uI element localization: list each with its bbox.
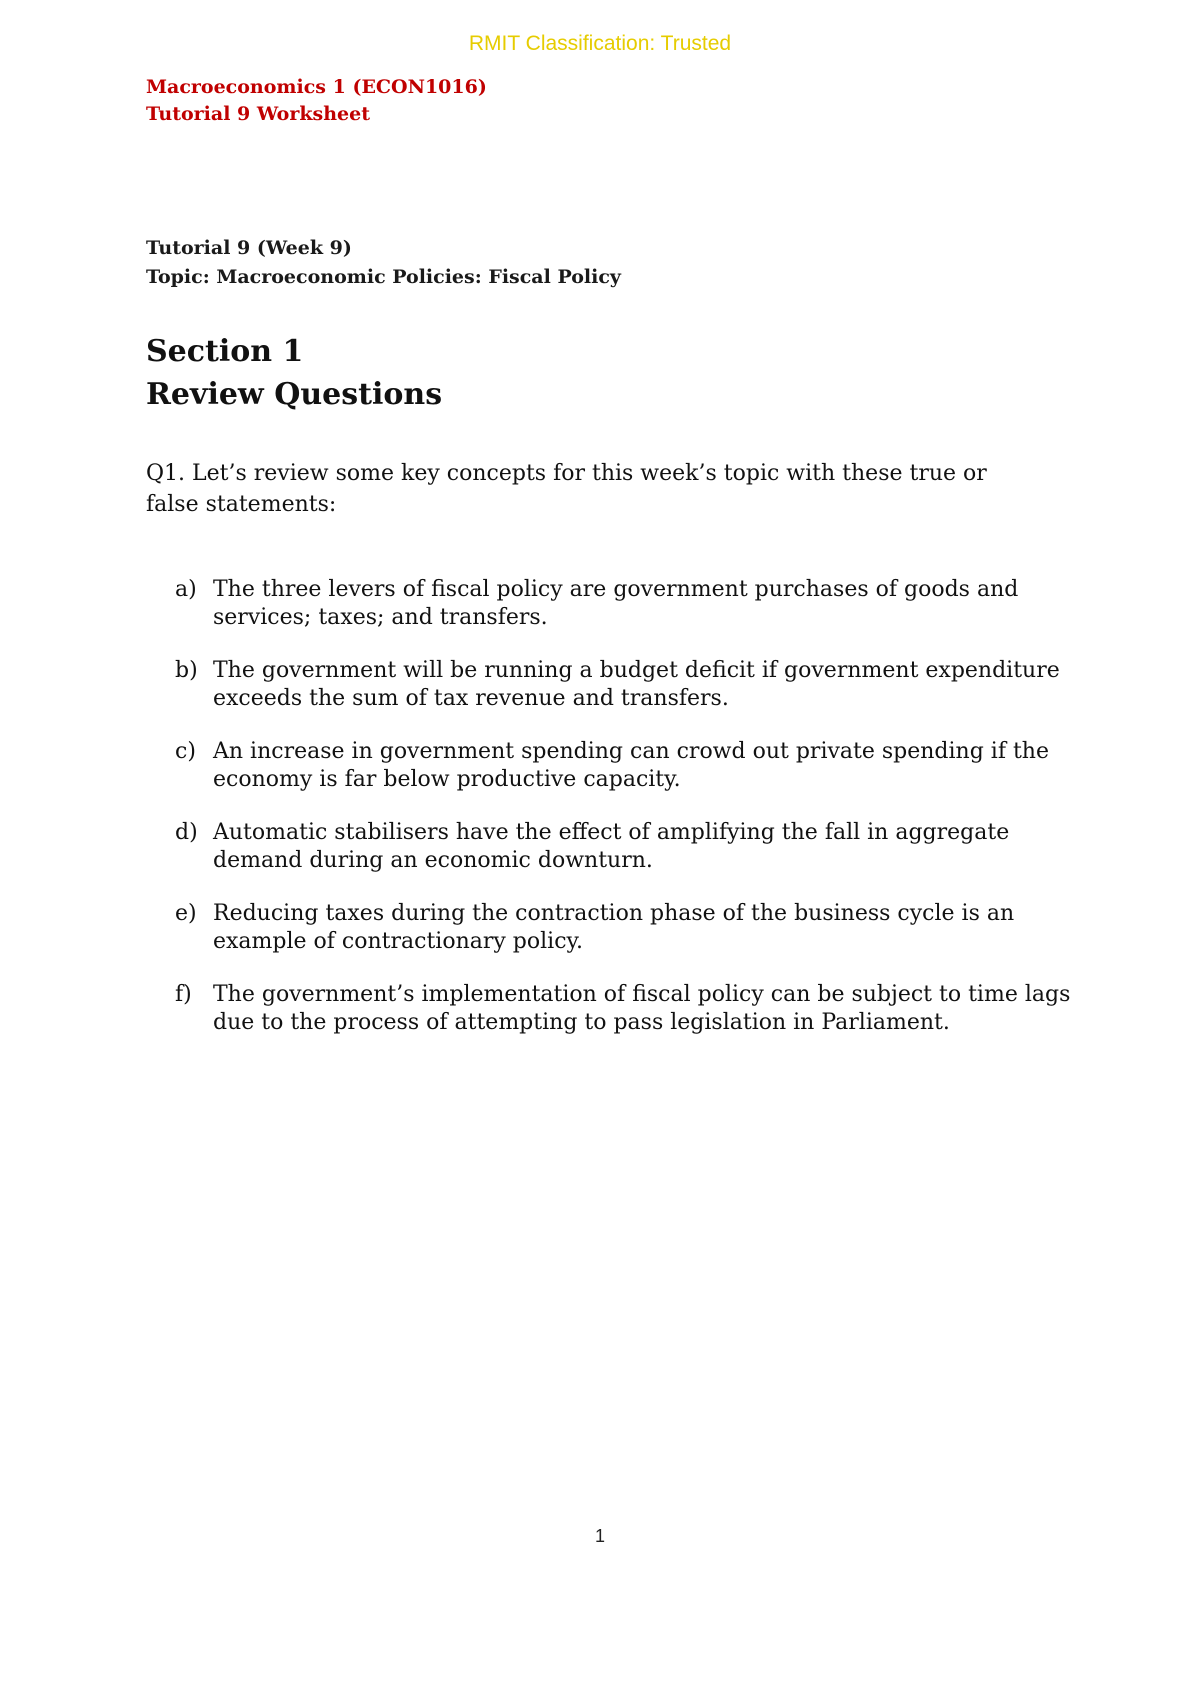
- statement-item: [175, 900, 1075, 956]
- classification-label: RMIT Classification: Trusted: [468, 32, 732, 55]
- statement-text: The three levers of fiscal policy are government purchases of goods and services; taxes; and transfers.: [213, 577, 1019, 630]
- statement-item: [175, 819, 1075, 875]
- section-title: Review Questions: [146, 377, 443, 412]
- question-intro: Q1. Let’s review some key concepts for this week’s topic with these true or false statements:: [146, 461, 987, 517]
- statement-text: The government will be running a budget deficit if government expenditure exceeds the sum of tax revenue and transfers.: [213, 658, 1060, 711]
- tutorial-title: Tutorial 9 (Week 9): [146, 237, 352, 259]
- statement-text: Automatic stabilisers have the effect of amplifying the fall in aggregate demand during an economic downturn.: [213, 820, 1010, 873]
- course-title: Macroeconomics 1 (ECON1016): [146, 76, 487, 98]
- section-heading: [146, 330, 442, 416]
- statement-text: The government’s implementation of fiscal policy can be subject to time lags due to the process of attempting to pass legislation in Parliament.: [213, 982, 1071, 1035]
- section-number: Section 1: [146, 334, 304, 369]
- statement-marker: c): [175, 739, 196, 764]
- statement-text: An increase in government spending can crowd out private spending if the economy is far below productive capacity.: [213, 739, 1049, 792]
- statement-marker: a): [175, 577, 197, 602]
- statement-marker: f): [175, 982, 192, 1007]
- statement-item: [175, 657, 1075, 713]
- tutorial-topic: Topic: Macroeconomic Policies: Fiscal Policy: [146, 266, 621, 288]
- tutorial-meta: [146, 234, 621, 292]
- page-number: 1: [594, 1526, 605, 1546]
- statement-item: [175, 738, 1075, 794]
- statement-item: [175, 981, 1075, 1037]
- statement-item: [175, 576, 1075, 632]
- statement-text: Reducing taxes during the contraction phase of the business cycle is an example of contractionary policy.: [213, 901, 1015, 954]
- worksheet-title: Tutorial 9 Worksheet: [146, 103, 370, 125]
- statement-marker: b): [175, 658, 198, 683]
- statement-marker: d): [175, 820, 198, 845]
- statement-marker: e): [175, 901, 197, 926]
- course-header: [146, 74, 487, 128]
- statement-list: [175, 576, 1075, 1062]
